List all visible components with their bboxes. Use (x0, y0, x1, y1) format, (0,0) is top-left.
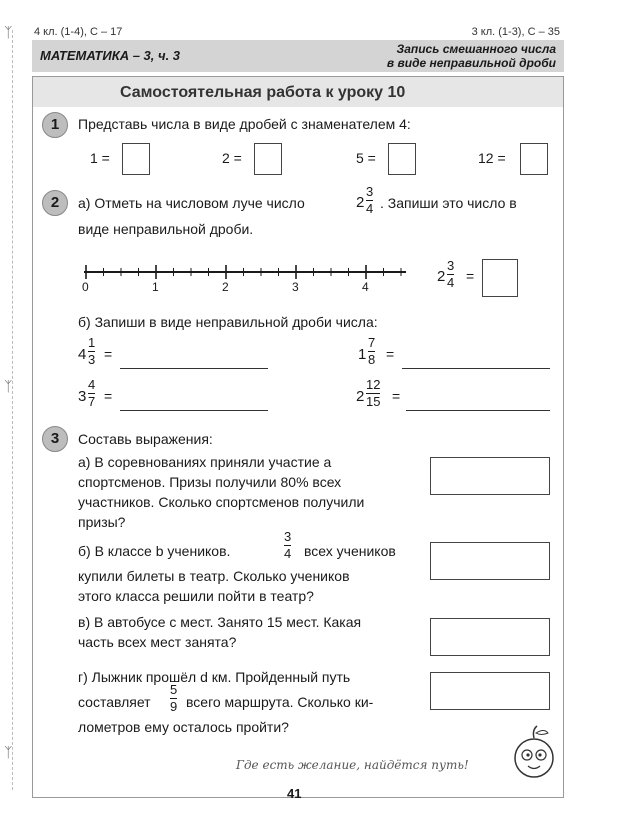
task-2b-item-4-whole: 2 (356, 388, 365, 405)
fraction-denominator: 7 (88, 394, 96, 409)
task-2b-item-3-fraction (88, 378, 95, 409)
page-number: 41 (287, 786, 302, 801)
task-2a-text-post: . Запиши это число в (380, 195, 517, 211)
number-ray[interactable] (80, 262, 410, 282)
topic-line-1: Запись смешанного числа (396, 42, 556, 56)
task-3-number: 3 (42, 426, 68, 452)
task-2a-text-pre: а) Отметь на числовом луче число (78, 195, 305, 211)
task-3d-fraction (170, 683, 177, 714)
task-2b-item-4-fraction (366, 378, 380, 409)
task-2b-item-4-answer-line[interactable] (406, 410, 550, 411)
fraction-numerator: 12 (366, 377, 381, 392)
fraction-denominator: 3 (88, 352, 96, 367)
task-3c-line-1: в) В автобусе c мест. Занято 15 мест. Какая (78, 614, 362, 630)
task-2b-item-1-whole: 4 (78, 346, 87, 363)
fraction-numerator: 3 (447, 258, 455, 273)
task-3d-text-post: всего маршрута. Сколько ки- (186, 694, 374, 710)
task-1-answer-box-1[interactable] (122, 143, 150, 175)
ray-label-4: 4 (362, 280, 369, 294)
task-1-number: 1 (42, 112, 68, 138)
task-3a-line-3: участников. Сколько спортсменов получили (78, 494, 365, 510)
page-edge-line (12, 30, 13, 790)
task-1-item-3: 5 = (356, 150, 376, 166)
task-1-text: Представь числа в виде дробей с знаменателем 4: (78, 116, 411, 132)
fraction-denominator: 4 (284, 546, 292, 561)
fraction-numerator: 7 (368, 335, 376, 350)
fraction-denominator: 4 (366, 201, 374, 216)
task-1-item-4: 12 = (478, 150, 506, 166)
fraction-numerator: 4 (88, 377, 96, 392)
task-3c-line-2: часть всех мест занята? (78, 634, 237, 650)
task-1-answer-box-2[interactable] (254, 143, 282, 175)
task-2-number: 2 (42, 190, 68, 216)
task-2b-item-1-equals: = (104, 346, 113, 362)
task-2b-text: б) Запиши в виде неправильной дроби числа: (78, 314, 378, 330)
edge-mark-3: ᛉ (4, 744, 13, 760)
task-3a-line-2: спортсменов. Призы получили 80% всех (78, 474, 342, 490)
task-3d-line-3: лометров ему осталось пройти? (78, 719, 289, 735)
task-3b-answer-box[interactable] (430, 542, 550, 580)
task-3d-text-pre: составляет (78, 694, 151, 710)
topic-line-2: в виде неправильной дроби (386, 56, 556, 70)
task-2a-mixed-whole: 2 (356, 194, 365, 211)
task-1-answer-box-4[interactable] (520, 143, 548, 175)
task-2b-item-2-answer-line[interactable] (402, 368, 550, 369)
task-3c-answer-box[interactable] (430, 618, 550, 656)
card-title: Самостоятельная работа к уроку 10 (120, 84, 406, 101)
fraction-denominator: 4 (447, 275, 455, 290)
edge-mark-1: ᛉ (4, 24, 13, 40)
ray-label-2: 2 (222, 280, 229, 294)
task-3a-answer-box[interactable] (430, 457, 550, 495)
task-2a-equals: = (466, 268, 475, 284)
task-3b-line-2: купили билеты в театр. Сколько учеников (78, 568, 350, 584)
subject-title: МАТЕМАТИКА – 3, ч. 3 (40, 48, 181, 63)
fraction-numerator: 1 (88, 335, 96, 350)
task-1-item-1: 1 = (90, 150, 110, 166)
task-2b-item-1-answer-line[interactable] (120, 368, 268, 369)
task-2a-mixed-fraction (366, 185, 373, 216)
footer-motto: Где есть желание, найдётся путь! (236, 758, 469, 772)
task-2b-item-3-whole: 3 (78, 388, 87, 405)
fraction-numerator: 3 (366, 184, 374, 199)
fraction-numerator: 5 (170, 682, 178, 697)
ray-label-1: 1 (152, 280, 159, 294)
task-2b-item-3-equals: = (104, 388, 113, 404)
task-2b-item-2-whole: 1 (358, 346, 367, 363)
edge-mark-2: ᛉ (4, 378, 13, 394)
task-2a-answer-whole: 2 (437, 268, 446, 285)
task-3c-text (78, 612, 423, 652)
right-page-reference: 3 кл. (1-3), С – 35 (471, 26, 560, 38)
task-2a-answer-fraction (447, 259, 454, 290)
task-2b-item-2-equals: = (386, 346, 395, 362)
fraction-denominator: 9 (170, 699, 178, 714)
task-2b-item-1-fraction (88, 336, 95, 367)
task-2b-item-3-answer-line[interactable] (120, 410, 268, 411)
ray-label-3: 3 (292, 280, 299, 294)
task-1-item-2: 2 = (222, 150, 242, 166)
task-2b-item-4-equals: = (392, 388, 401, 404)
left-page-reference: 4 кл. (1-4), С – 17 (34, 26, 123, 38)
fraction-denominator: 8 (368, 352, 376, 367)
task-2b-item-2-fraction (368, 336, 375, 367)
fraction-numerator: 3 (284, 529, 292, 544)
task-3-text: Составь выражения: (78, 431, 213, 447)
task-3a-line-4: призы? (78, 514, 126, 530)
task-3b-fraction (284, 530, 291, 561)
task-3a-text (78, 452, 423, 532)
fraction-denominator: 15 (366, 394, 381, 409)
task-3b-text-pre: б) В классе b учеников. (78, 543, 231, 559)
ray-label-0: 0 (82, 280, 89, 294)
mascot-apple-icon (510, 724, 558, 780)
task-3d-line-1: г) Лыжник прошёл d км. Пройденный путь (78, 669, 351, 685)
task-3b-line-3: этого класса решили пойти в театр? (78, 588, 314, 604)
task-3a-line-1: а) В соревнованиях приняли участие a (78, 454, 332, 470)
topic-title (387, 42, 556, 70)
task-3d-answer-box[interactable] (430, 672, 550, 710)
task-3b-text-post: всех учеников (304, 543, 396, 559)
task-2a-text-line-2: виде неправильной дроби. (78, 221, 254, 237)
task-2a-answer-box[interactable] (482, 259, 518, 297)
task-3b-continuation (78, 566, 423, 606)
task-1-answer-box-3[interactable] (388, 143, 416, 175)
